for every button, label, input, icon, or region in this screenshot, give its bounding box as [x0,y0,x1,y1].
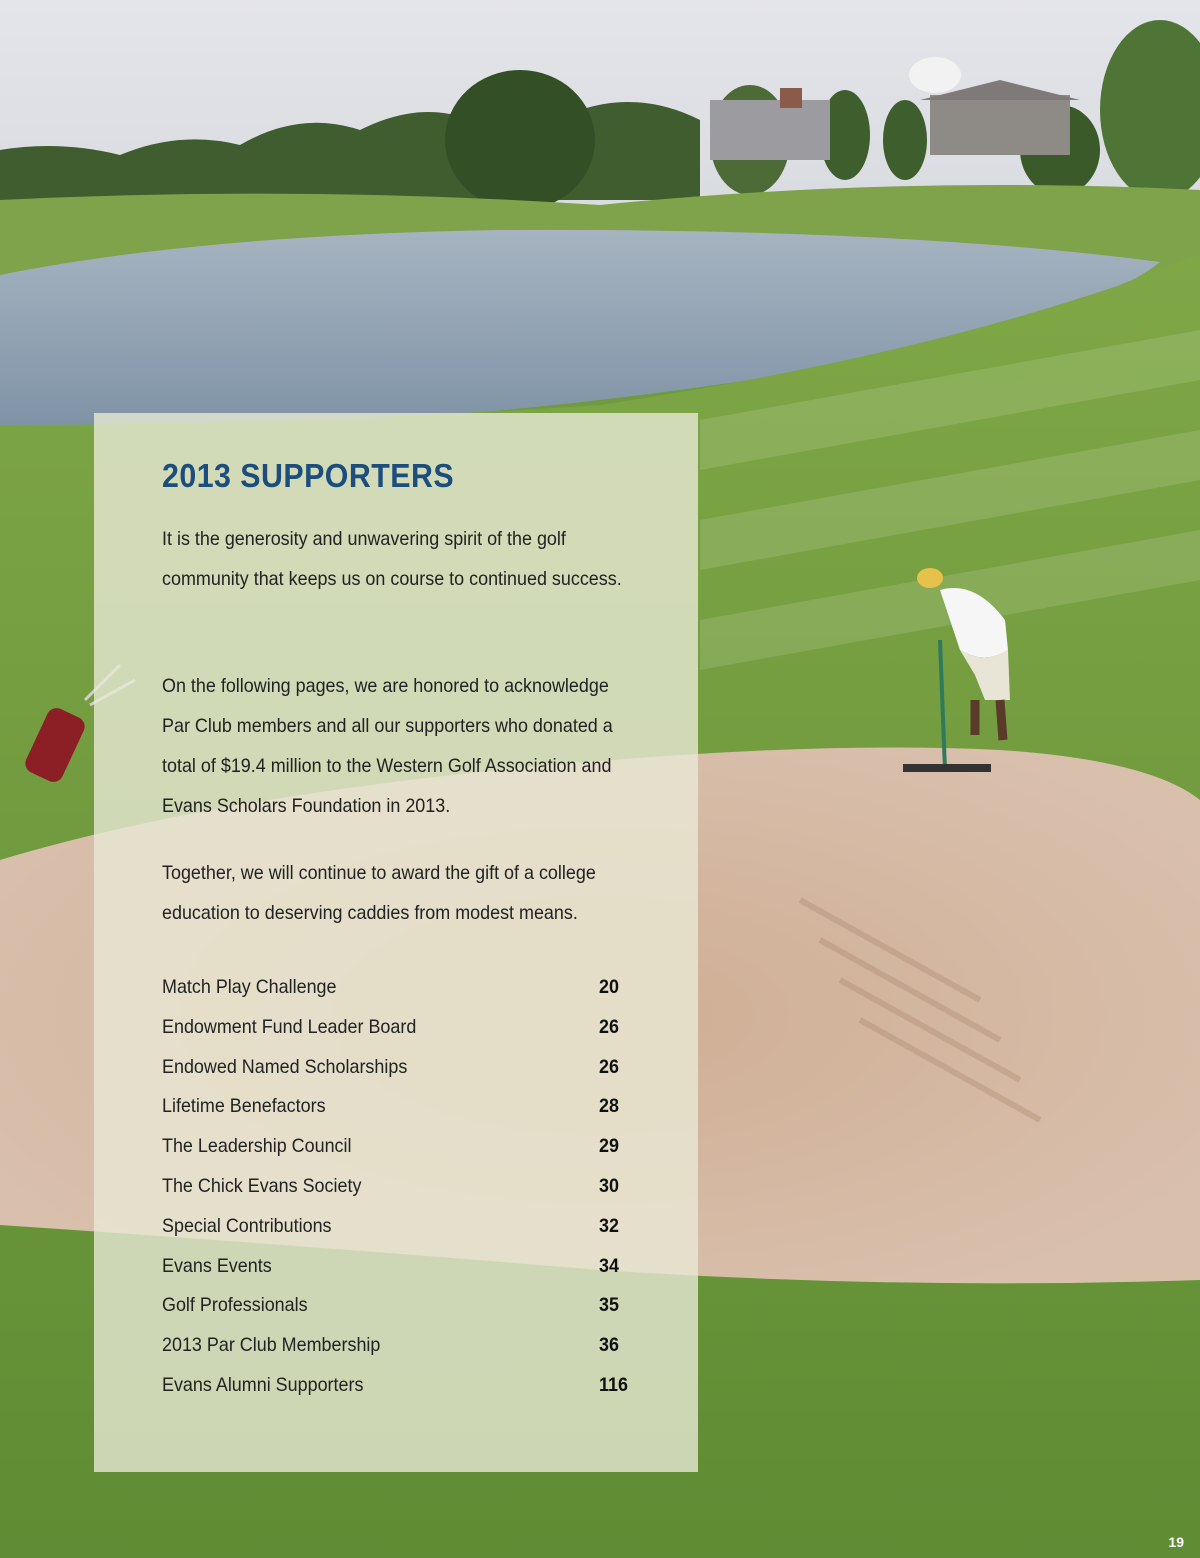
toc-entry-label: Evans Events [162,1254,272,1277]
page-title: 2013 SUPPORTERS [162,457,455,494]
toc-entry-page: 20 [599,976,619,998]
toc-entry[interactable] [162,1127,632,1167]
toc-entry[interactable] [162,1207,632,1247]
toc-entry-page: 116 [599,1373,628,1396]
toc-entry-page: 28 [599,1095,619,1118]
supporters-panel [94,413,698,1472]
toc-entry-label: Match Play Challenge [162,976,337,998]
toc-entry[interactable] [162,1087,632,1127]
toc-entry-page: 36 [599,1334,619,1357]
toc-entry[interactable] [162,1008,632,1048]
toc-entry-page: 32 [599,1214,619,1237]
toc-entry-label: Lifetime Benefactors [162,1095,326,1118]
toc-entry-page: 29 [599,1135,619,1158]
closing-paragraph: Together, we will continue to award the gift of a college education to deserving caddies from modest means. [162,862,596,924]
table-of-contents [162,968,632,1406]
intro-paragraph: It is the generosity and unwavering spirit of the golf community that keeps us on course to continued success. [162,528,622,590]
toc-entry[interactable] [162,1048,632,1088]
toc-entry[interactable] [162,1366,632,1406]
toc-entry-page: 35 [599,1294,619,1317]
toc-entry-label: Endowed Named Scholarships [162,1055,408,1078]
toc-entry[interactable] [162,1326,632,1366]
toc-entry-page: 26 [599,1055,619,1078]
toc-entry-label: Golf Professionals [162,1294,308,1317]
toc-entry-label: Endowment Fund Leader Board [162,1015,417,1038]
toc-entry-label: 2013 Par Club Membership [162,1334,381,1357]
toc-entry[interactable] [162,968,632,1008]
toc-entry[interactable] [162,1167,632,1207]
toc-entry-page: 30 [599,1174,619,1197]
toc-entry-label: The Chick Evans Society [162,1174,362,1197]
toc-entry-page: 26 [599,1015,619,1038]
toc-entry[interactable] [162,1247,632,1287]
page-number: 19 [1168,1534,1184,1550]
toc-entry-label: Evans Alumni Supporters [162,1373,364,1396]
toc-entry-label: The Leadership Council [162,1135,352,1158]
acknowledgement-paragraph: On the following pages, we are honored to acknowledge Par Club members and all our supporters who donated a total of $19.4 million to the Western Golf Association and Evans Scholars Foundation in 2013. [162,675,613,817]
toc-entry-page: 34 [599,1254,619,1277]
toc-entry[interactable] [162,1286,632,1326]
toc-entry-label: Special Contributions [162,1214,332,1237]
